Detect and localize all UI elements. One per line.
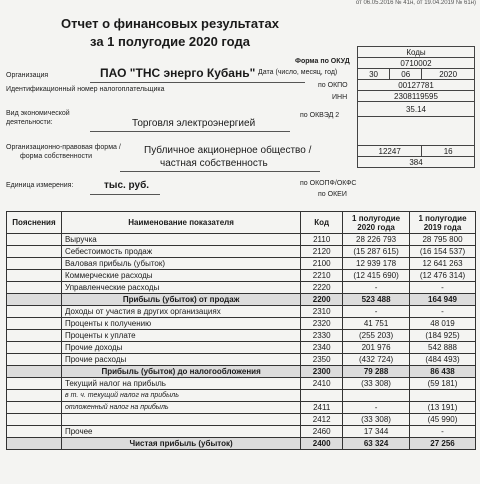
name-cell: Управленческие расходы xyxy=(61,282,300,294)
unit-underline xyxy=(90,194,160,195)
previous-value-cell: (45 990) xyxy=(410,414,476,426)
current-value-cell xyxy=(343,390,410,402)
unit-value: тыс. руб. xyxy=(104,180,150,191)
current-value-cell: (15 287 615) xyxy=(343,246,410,258)
previous-value-cell: 27 256 xyxy=(410,438,476,450)
table-row xyxy=(7,414,476,426)
name-cell: Прочее xyxy=(61,426,300,438)
org-name: ПАО "ТНС энерго Кубань" xyxy=(100,66,256,80)
code-cell: 2350 xyxy=(301,354,343,366)
name-cell: Прочие доходы xyxy=(61,342,300,354)
date-label: Дата (число, месяц, год) xyxy=(258,69,338,76)
table-row xyxy=(7,354,476,366)
name-cell xyxy=(61,414,300,426)
col-code: Код xyxy=(301,212,343,234)
codes-header: Коды xyxy=(358,47,475,58)
okei-value: 384 xyxy=(358,157,475,168)
name-cell: Проценты к получению xyxy=(61,318,300,330)
form-underline xyxy=(120,171,320,172)
current-value-cell: 523 488 xyxy=(343,294,410,306)
previous-value-cell: (484 493) xyxy=(410,354,476,366)
notes-cell xyxy=(7,306,62,318)
okved-value: 35.14 xyxy=(358,102,475,117)
current-value-cell: 63 324 xyxy=(343,438,410,450)
top-note: от 06.05.2016 № 41н, от 19.04.2019 № 61н) xyxy=(355,0,476,6)
table-row xyxy=(7,282,476,294)
notes-cell xyxy=(7,282,62,294)
activity-label-1: Вид экономической xyxy=(6,110,70,117)
name-cell: Выручка xyxy=(61,234,300,246)
inn-label: ИНН xyxy=(332,94,348,101)
table-row xyxy=(7,366,476,378)
previous-value-cell: - xyxy=(410,426,476,438)
form-value-1: Публичное акционерное общество / xyxy=(144,145,312,156)
notes-cell xyxy=(7,234,62,246)
name-cell: Прибыль (убыток) от продаж xyxy=(61,294,300,306)
previous-value-cell: (184 925) xyxy=(410,330,476,342)
table-row xyxy=(7,318,476,330)
name-cell: Проценты к уплате xyxy=(61,330,300,342)
current-value-cell: (33 308) xyxy=(343,414,410,426)
org-underline xyxy=(90,82,305,83)
previous-value-cell: - xyxy=(410,282,476,294)
current-value-cell: (255 203) xyxy=(343,330,410,342)
code-cell: 2410 xyxy=(301,378,343,390)
table-row xyxy=(7,306,476,318)
table-row xyxy=(7,342,476,354)
current-value-cell: 28 226 793 xyxy=(343,234,410,246)
notes-cell xyxy=(7,402,62,414)
name-cell: Прибыль (убыток) до налогообложения xyxy=(61,366,300,378)
report-period: за 1 полугодие 2020 года xyxy=(90,34,250,49)
current-value-cell: (12 415 690) xyxy=(343,270,410,282)
date-day: 30 xyxy=(358,69,390,80)
notes-cell xyxy=(7,318,62,330)
date-month: 06 xyxy=(390,69,422,80)
col-current: 1 полугодие 2020 года xyxy=(343,212,410,234)
notes-cell xyxy=(7,426,62,438)
table-body xyxy=(7,234,476,450)
notes-cell xyxy=(7,366,62,378)
okud-label: Форма по ОКУД xyxy=(295,58,350,65)
name-cell: Коммерческие расходы xyxy=(61,270,300,282)
previous-value-cell: 28 795 800 xyxy=(410,234,476,246)
previous-value-cell: 542 888 xyxy=(410,342,476,354)
current-value-cell: - xyxy=(343,402,410,414)
code-cell: 2460 xyxy=(301,426,343,438)
current-value-cell: 201 976 xyxy=(343,342,410,354)
inn-value: 2308119595 xyxy=(358,91,475,102)
previous-value-cell: (59 181) xyxy=(410,378,476,390)
activity-underline xyxy=(90,131,290,132)
activity-label-2: деятельности: xyxy=(6,119,53,126)
activity-value: Торговля электроэнергией xyxy=(132,118,256,129)
inn-row-label: Идентификационный номер налогоплательщика xyxy=(6,86,165,93)
previous-value-cell: (12 476 314) xyxy=(410,270,476,282)
name-cell: Чистая прибыль (убыток) xyxy=(61,438,300,450)
name-cell: Валовая прибыль (убыток) xyxy=(61,258,300,270)
okpo-label: по ОКПО xyxy=(318,82,348,89)
financial-results-table xyxy=(6,211,476,450)
code-cell: 2110 xyxy=(301,234,343,246)
name-cell: в т. ч. текущий налог на прибыль xyxy=(61,390,300,402)
name-cell: Доходы от участия в других организациях xyxy=(61,306,300,318)
org-label: Организация xyxy=(6,72,49,79)
code-cell: 2100 xyxy=(301,258,343,270)
current-value-cell: 41 751 xyxy=(343,318,410,330)
okei-label: по ОКЕИ xyxy=(318,191,347,198)
previous-value-cell: 48 019 xyxy=(410,318,476,330)
current-value-cell: 12 939 178 xyxy=(343,258,410,270)
col-notes: Пояснения xyxy=(7,212,62,234)
okpo-value: 00127781 xyxy=(358,80,475,91)
code-cell: 2210 xyxy=(301,270,343,282)
table-row xyxy=(7,390,476,402)
code-cell: 2200 xyxy=(301,294,343,306)
okfs-value: 16 xyxy=(422,146,475,157)
date-year: 2020 xyxy=(422,69,475,80)
notes-cell xyxy=(7,390,62,402)
current-value-cell: 79 288 xyxy=(343,366,410,378)
table-row xyxy=(7,246,476,258)
notes-cell xyxy=(7,438,62,450)
name-cell: Себестоимость продаж xyxy=(61,246,300,258)
okopf-value: 12247 xyxy=(358,146,422,157)
code-cell: 2300 xyxy=(301,366,343,378)
notes-cell xyxy=(7,414,62,426)
current-value-cell: 17 344 xyxy=(343,426,410,438)
notes-cell xyxy=(7,330,62,342)
code-cell: 2120 xyxy=(301,246,343,258)
previous-value-cell xyxy=(410,390,476,402)
table-row xyxy=(7,234,476,246)
notes-cell xyxy=(7,258,62,270)
current-value-cell: - xyxy=(343,306,410,318)
table-row xyxy=(7,402,476,414)
col-previous: 1 полугодие 2019 года xyxy=(410,212,476,234)
okved-label: по ОКВЭД 2 xyxy=(300,112,340,119)
okopf-label: по ОКОПФ/ОКФС xyxy=(300,180,357,187)
code-cell: 2412 xyxy=(301,414,343,426)
col-name: Наименование показателя xyxy=(61,212,300,234)
notes-cell xyxy=(7,378,62,390)
code-cell: 2220 xyxy=(301,282,343,294)
current-value-cell: (432 724) xyxy=(343,354,410,366)
name-cell: отложенный налог на прибыль xyxy=(61,402,300,414)
table-row xyxy=(7,258,476,270)
form-label-2: форма собственности xyxy=(20,153,93,160)
unit-label: Единица измерения: xyxy=(6,182,74,189)
table-row xyxy=(7,426,476,438)
notes-cell xyxy=(7,294,62,306)
table-row xyxy=(7,438,476,450)
current-value-cell: (33 308) xyxy=(343,378,410,390)
code-cell: 2310 xyxy=(301,306,343,318)
code-cell: 2340 xyxy=(301,342,343,354)
table-row xyxy=(7,294,476,306)
name-cell: Прочие расходы xyxy=(61,354,300,366)
code-cell: 2400 xyxy=(301,438,343,450)
previous-value-cell: - xyxy=(410,306,476,318)
notes-cell xyxy=(7,246,62,258)
notes-cell xyxy=(7,354,62,366)
notes-cell xyxy=(7,342,62,354)
notes-cell xyxy=(7,270,62,282)
form-label-1: Организационно-правовая форма / xyxy=(6,144,121,151)
table-row xyxy=(7,378,476,390)
code-cell: 2411 xyxy=(301,402,343,414)
codes-box xyxy=(357,46,475,168)
previous-value-cell: 164 949 xyxy=(410,294,476,306)
okud-value: 0710002 xyxy=(358,58,475,69)
report-title: Отчет о финансовых результатах xyxy=(61,16,279,31)
previous-value-cell: (16 154 537) xyxy=(410,246,476,258)
name-cell: Текущий налог на прибыль xyxy=(61,378,300,390)
previous-value-cell: 86 438 xyxy=(410,366,476,378)
current-value-cell: - xyxy=(343,282,410,294)
code-cell xyxy=(301,390,343,402)
code-cell: 2320 xyxy=(301,318,343,330)
previous-value-cell: 12 641 263 xyxy=(410,258,476,270)
form-value-2: частная собственность xyxy=(160,158,268,169)
table-row xyxy=(7,330,476,342)
table-row xyxy=(7,270,476,282)
code-cell: 2330 xyxy=(301,330,343,342)
previous-value-cell: (13 191) xyxy=(410,402,476,414)
